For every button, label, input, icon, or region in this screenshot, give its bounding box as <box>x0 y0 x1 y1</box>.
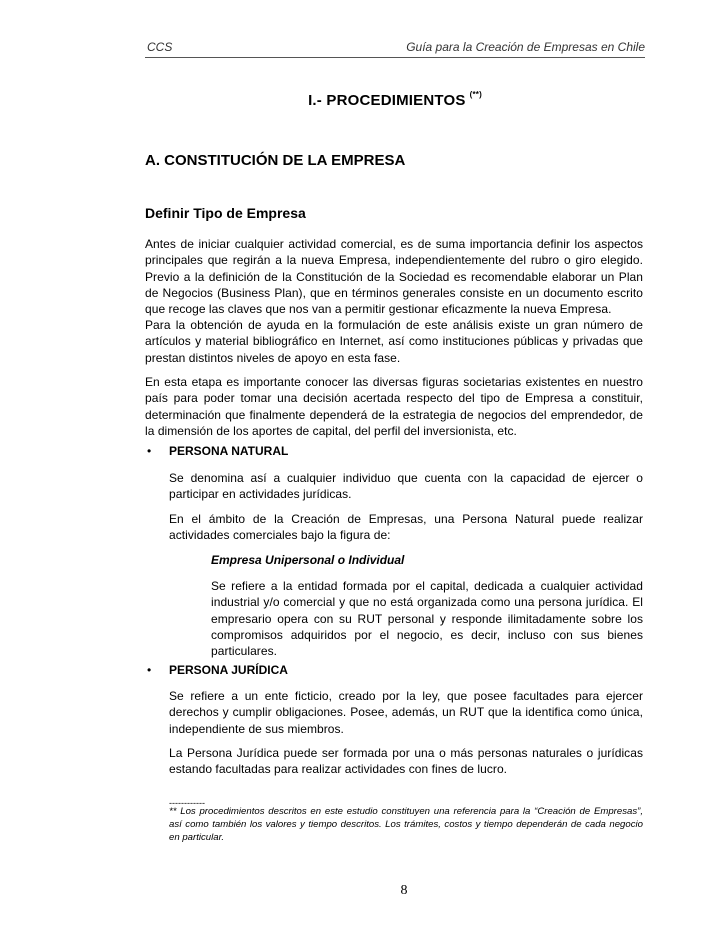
section-heading: A. CONSTITUCIÓN DE LA EMPRESA <box>145 152 406 169</box>
page-title-text: I.- PROCEDIMIENTOS <box>308 92 466 109</box>
bullet-persona-juridica: • <box>147 663 152 677</box>
header-divider <box>145 57 645 58</box>
footnote-text: ** Los procedimientos descritos en este estudio constituyen una referencia para la “Creación de Empresas”, así como también los valores y tiempo descritos. Los trámites, costos y tiempo dependerán de cada negocio en particular. <box>169 806 643 843</box>
persona-natural-paragraph-2: En el ámbito de la Creación de Empresas, una Persona Natural puede realizar actividades comerciales bajo la figura de: <box>169 512 643 543</box>
page-header-left: CCS <box>147 40 173 54</box>
page-header-right: Guía para la Creación de Empresas en Chile <box>406 40 645 54</box>
persona-juridica-heading: PERSONA JURÍDICA <box>169 663 288 677</box>
intro-paragraph-2: Para la obtención de ayuda en la formulación de este análisis existe un gran número de artículos y material bibliográfico en Internet, así como instituciones públicas y privadas que prestan distintos niveles de apoyo en esta fase. <box>145 318 643 365</box>
footnote-separator: ------------ <box>169 798 205 808</box>
persona-natural-paragraph-1: Se denomina así a cualquier individuo que cuenta con la capacidad de ejercer o participar en actividades jurídicas. <box>169 471 643 502</box>
page-title <box>0 90 728 109</box>
intro-paragraph-3: En esta etapa es importante conocer las diversas figuras societarias existentes en nuestro país para poder tomar una decisión acertada respecto del tipo de Empresa a constituir, determinación que finalmente dependerá de la estrategia de negocios del emprendedor, de la dimensión de los aportes de capital, del perfil del inversionista, etc. <box>145 375 643 438</box>
persona-natural-heading: PERSONA NATURAL <box>169 444 289 458</box>
page-number: 8 <box>400 883 408 898</box>
intro-paragraph-1: Antes de iniciar cualquier actividad comercial, es de suma importancia definir los aspectos principales que regirán a la nueva Empresa, independientemente del rubro o giro elegido. Previo a la definición de la Constitución de la Sociedad es recomendable elaborar un Plan de Negocios (Business Plan), que en términos generales consiste en un documento escrito que recoge las claves que nos van a permitir gestionar eficazmente la nueva Empresa. <box>145 237 643 317</box>
subsection-heading: Definir Tipo de Empresa <box>145 205 306 221</box>
title-footnote-marker: (**) <box>469 90 482 99</box>
persona-juridica-paragraph-2: La Persona Jurídica puede ser formada por una o más personas naturales o jurídicas estando facultadas para realizar actividades con fines de lucro. <box>169 746 643 777</box>
empresa-unipersonal-text: Se refiere a la entidad formada por el capital, dedicada a cualquier actividad industrial y/o comercial y que no está organizada como una persona jurídica. El empresario opera con su RUT personal y responde ilimitadamente sobre los compromisos adquiridos por el negocio, es decir, incluso con sus bienes particulares. <box>211 579 643 659</box>
persona-juridica-paragraph-1: Se refiere a un ente ficticio, creado por la ley, que posee facultades para ejercer derechos y cumplir obligaciones. Posee, además, un RUT que la identifica como única, independiente de sus miembros. <box>169 689 643 736</box>
bullet-persona-natural: • <box>147 444 152 458</box>
empresa-unipersonal-heading: Empresa Unipersonal o Individual <box>211 553 405 567</box>
